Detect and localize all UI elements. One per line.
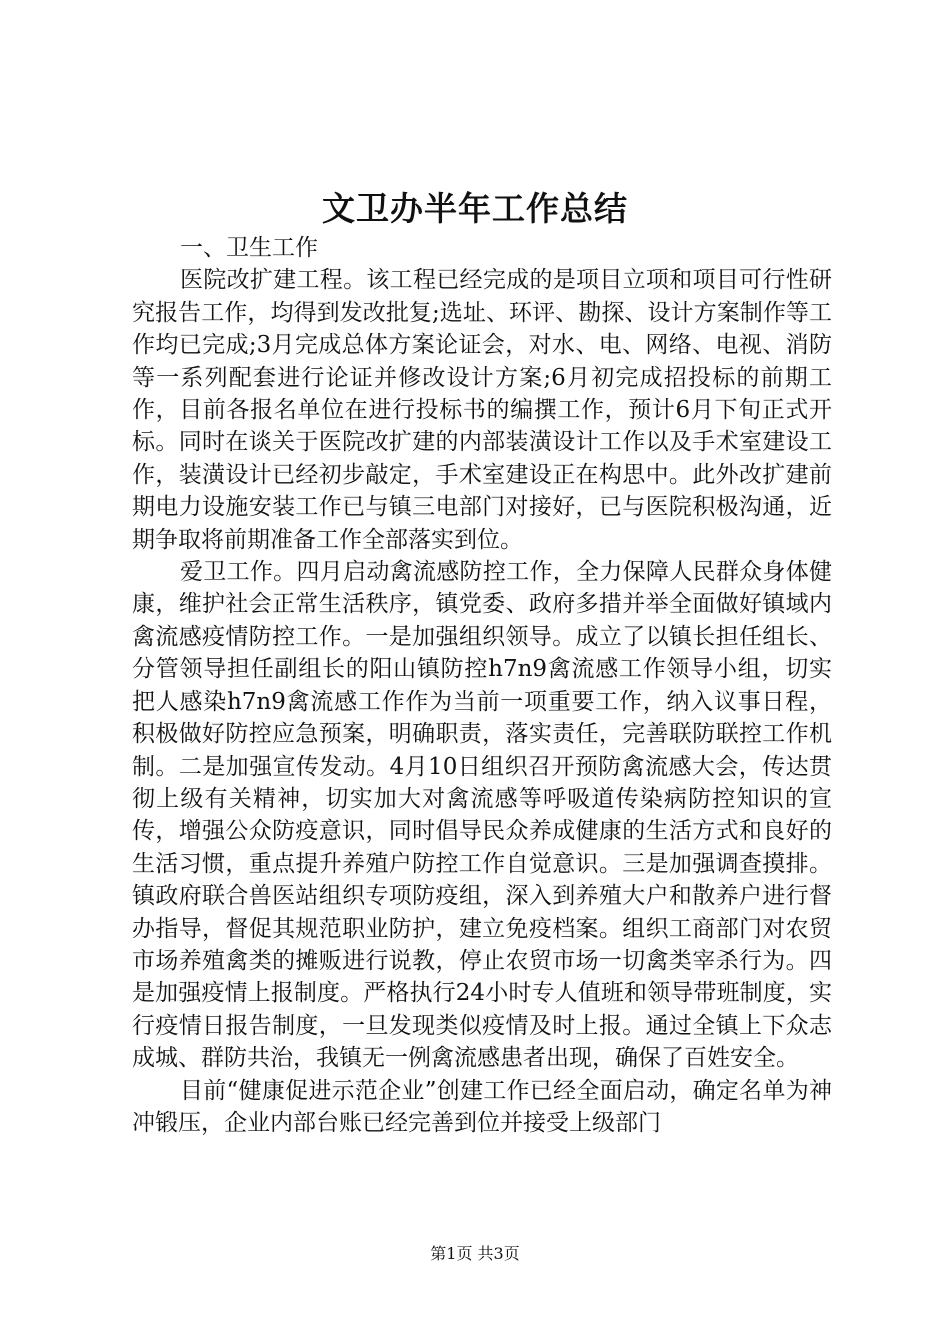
document-body	[132, 232, 832, 1139]
page-number-footer: 第1页 共3页	[430, 1244, 520, 1263]
section-heading: 一、卫生工作	[180, 235, 318, 261]
paragraph-hospital-expansion: 医院改扩建工程。该工程已经完成的是项目立项和项目可行性研究报告工作，均得到发改批复;选址、环评、勘探、设计方案制作等工作均已完成;3月完成总体方案论证会，对水、电、网络、电视、消防等一系列配套进行论证并修改设计方案;6月初完成招投标的前期工作，目前各报名单位在进行投标书的编撰工作，预计6月下旬正式开标。同时在谈关于医院改扩建的内部装潢设计工作以及手术室建设工作，装潢设计已经初步敲定，手术室建设正在构思中。此外改扩建前期电力设施安装工作已与镇三电部门对接好，已与医院积极沟通，近期争取将前期准备工作全部落实到位。	[132, 267, 832, 553]
document-title: 文卫办半年工作总结	[322, 189, 628, 228]
paragraph-health-promotion: 目前“健康促进示范企业”创建工作已经全面启动，确定名单为神冲锻压，企业内部台账已经完善到位并接受上级部门	[132, 1077, 832, 1136]
paragraph-patriotic-health: 爱卫工作。四月启动禽流感防控工作，全力保障人民群众身体健康，维护社会正常生活秩序，镇党委、政府多措并举全面做好镇域内禽流感疫情防控工作。一是加强组织领导。成立了以镇长担任组长、分管领导担任副组长的阳山镇防控h7n9禽流感工作领导小组，切实把人感染h7n9禽流感工作作为当前一项重要工作，纳入议事日程，积极做好防控应急预案，明确职责，落实责任，完善联防联控工作机制。二是加强宣传发动。4月10日组织召开预防禽流感大会，传达贯彻上级有关精神，切实加大对禽流感等呼吸道传染病防控知识的宣传，增强公众防疫意识，同时倡导民众养成健康的生活方式和良好的生活习惯，重点提升养殖户防控工作自觉意识。三是加强调查摸排。镇政府联合兽医站组织专项防疫组，深入到养殖大户和散养户进行督办指导，督促其规范职业防护，建立免疫档案。组织工商部门对农贸市场养殖禽类的摊贩进行说教，停止农贸市场一切禽类宰杀行为。四是加强疫情上报制度。严格执行24小时专人值班和领导带班制度，实行疫情日报告制度，一旦发现类似疫情及时上报。通过全镇上下众志成城、群防共治，我镇无一例禽流感患者出现，确保了百姓安全。	[132, 559, 832, 1072]
